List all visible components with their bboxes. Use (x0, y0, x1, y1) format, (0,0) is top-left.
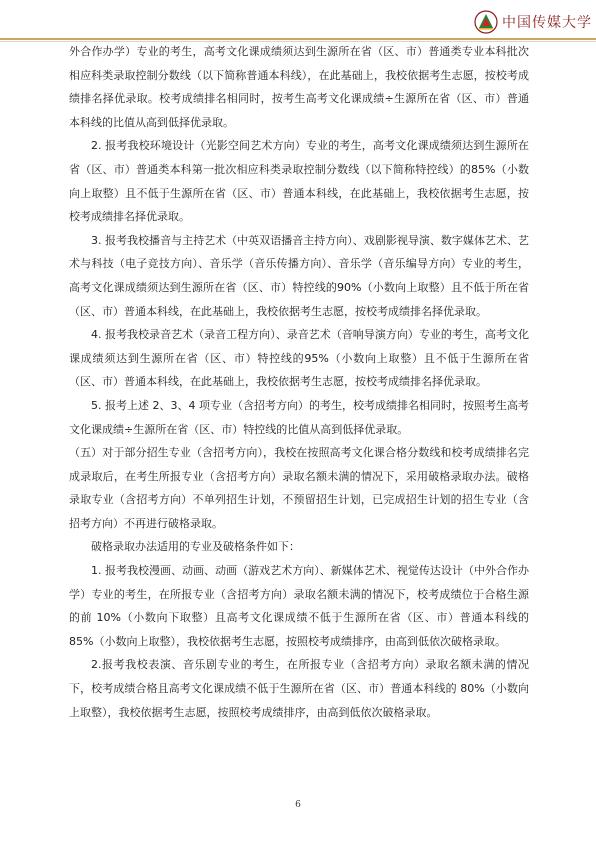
logo-text: 中国传媒大学 (502, 15, 592, 31)
university-logo (474, 10, 592, 34)
paragraph-exception-2: 2.报考我校表演、音乐剧专业的考生，在所报专业（含招考方向）录取名额未满的情况下，校考成绩合格且高考文化课成绩不低于生源所在省（区、市）普通本科线的 80%（小数向上取整），我校依据考生志愿，按照校考成绩排序，由高到低依次破格录取。 (69, 658, 529, 719)
university-emblem-icon (474, 10, 498, 34)
paragraph-item-5: 5. 报考上述 2、3、4 项专业（含招考方向）的考生，校考成绩排名相同时，按照考生高考文化课成绩÷生源所在省（区、市）特控线的比值从高到低择优录取。 (69, 398, 529, 436)
paragraph-continued: 外合作办学）专业的考生，高考文化课成绩须达到生源所在省（区、市）普通类专业本科批次相应科类录取控制分数线（以下简称普通本科线），在此基础上，我校依据考生志愿，按校考成绩排名择优录取。校考成绩排名相同时，按考生高考文化课成绩÷生源所在省（区、市）普通本科线的比值从高到低择优录取。 (69, 45, 529, 129)
paragraph-exception-intro: 破格录取办法适用的专业及破格条件如下： (91, 540, 300, 554)
paragraph-item-3: 3. 报考我校播音与主持艺术（中英双语播音主持方向）、戏剧影视导演、数字媒体艺术、艺术与科技（电子竞技方向）、音乐学（音乐传播方向）、音乐学（音乐编导方向）专业的考生，高考文化课成绩须达到生源所在省（区、市）特控线的90%（小数向上取整）且不低于所在省（区、市）普通本科线，在此基础上，我校依据考生志愿，按校考成绩排名择优录取。 (69, 233, 529, 318)
paragraph-item-4: 4. 报考我校录音艺术（录音工程方向）、录音艺术（音响导演方向）专业的考生，高考文化课成绩须达到生源所在省（区、市）特控线的95%（小数向上取整）且不低于生源所在省（区、市）普通本科线，在此基础上，我校依据考生志愿，按校考成绩排名择优录取。 (69, 328, 529, 389)
page-number: 6 (295, 800, 301, 810)
paragraph-item-2: 2. 报考我校环境设计（光影空间艺术方向）专业的考生，高考文化课成绩须达到生源所在省（区、市）普通类本科第一批次相应科类录取控制分数线（以下简称特控线）的85%（小数向上取整）且不低于生源所在省（区、市）普通本科线，在此基础上，我校依据考生志愿，按校考成绩排名择优录取。 (69, 139, 529, 224)
paragraph-exception-1: 1. 报考我校漫画、动画、动画（游戏艺术方向）、新媒体艺术、视觉传达设计（中外合作办学）专业的考生，在所报专业（含招考方向）录取名额未满的情况下，校考成绩位于合格生源的前 10%（小数向下取整）且高考文化课成绩不低于生源所在省（区、市）普通本科线的 85%（小数向上取整），我校依据考生志愿，按照校考成绩排序，由高到低依次破格录取。 (69, 564, 529, 648)
document-body (69, 40, 529, 724)
paragraph-section-5: （五）对于部分招生专业（含招考方向），我校在按照高考文化课合格分数线和校考成绩排名完成录取后，在考生所报专业（含招考方向）录取名额未满的情况下，采用破格录取办法。破格录取专业（含招考方向）不单列招生计划，不预留招生计划，已完成招生计划的招生专业（含招考方向）不再进行破格录取。 (69, 446, 529, 530)
